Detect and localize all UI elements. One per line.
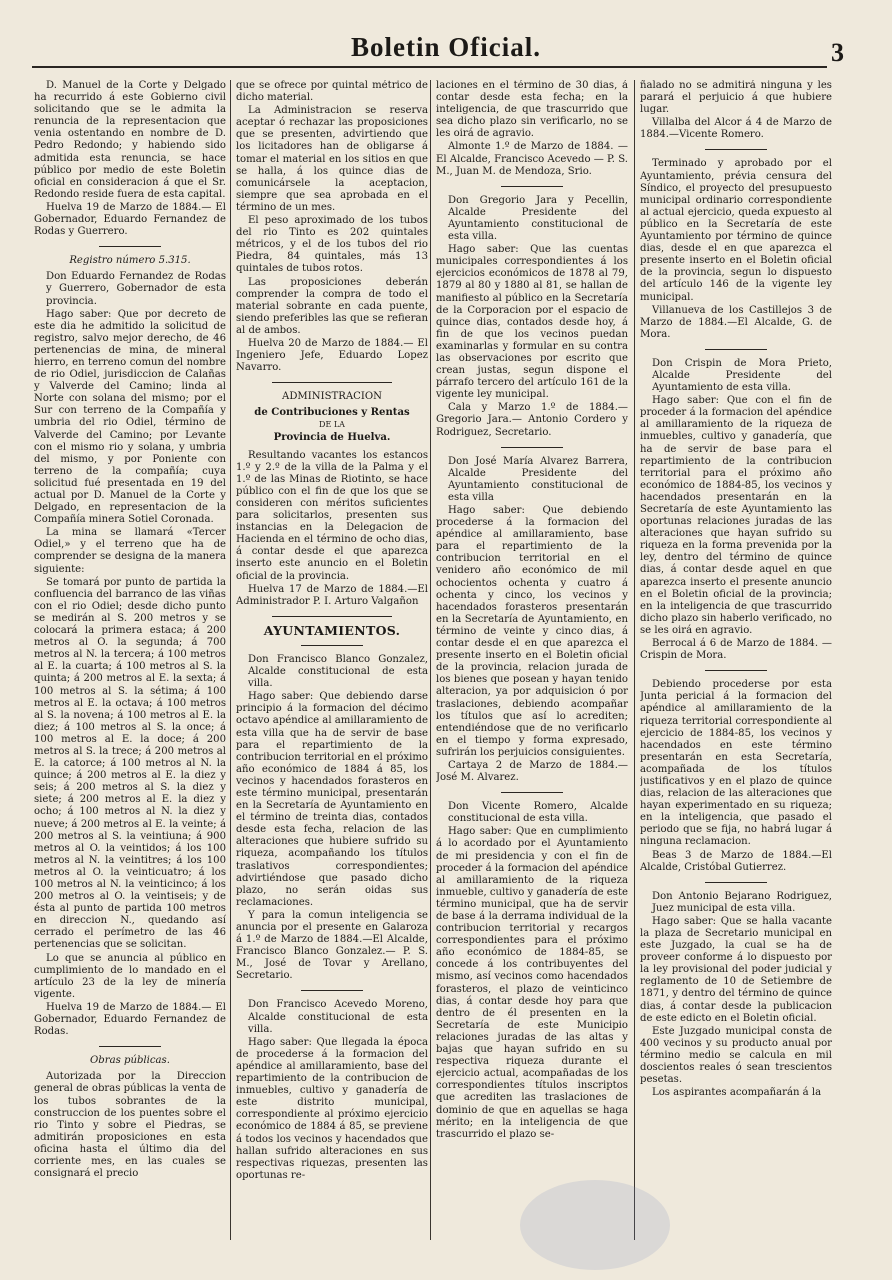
section-heading: DE LA bbox=[319, 420, 345, 430]
paragraph: Autorizada por la Direccion general de obras públicas la venta de los tubos sobrantes de la construccion de los puentes sobre el rio Tinto y sobre el Piedras, se admitirán proposiciones en esta oficina hasta el último dia del corriente mes, en las cuales se consignará el precio bbox=[34, 1071, 226, 1180]
page-number: 3 bbox=[831, 38, 844, 67]
paragraph: Terminado y aprobado por el Ayuntamiento, prévia censura del Síndico, el proyecto del presupuesto municipal ordinario correspondiente al actual ejercicio, queda expuesto al público en la Secretaría de este Ayuntamiento por término de quince dias, desde el en que aparezca el presente inserto en el Boletin oficial de la provincia, segun lo dispuesto del artículo 146 de la vigente ley municipal. bbox=[640, 158, 832, 303]
separator bbox=[501, 792, 563, 793]
paragraph: Don Eduardo Fernandez de Rodas y Guerrero, Gobernador de esta provincia. bbox=[46, 271, 226, 307]
paragraph: Cala y Marzo 1.º de 1884.—Gregorio Jara.— Antonio Cordero y Rodriguez, Secretario. bbox=[436, 402, 628, 438]
paragraph: Huelva 20 de Marzo de 1884.— El Ingeniero Jefe, Eduardo Lopez Navarro. bbox=[236, 337, 428, 374]
section-heading: ADMINISTRACION bbox=[282, 391, 382, 403]
column-1 bbox=[34, 80, 226, 1265]
paragraph: Don Vicente Romero, Alcalde constitucional de esta villa. bbox=[448, 801, 628, 825]
paragraph: Huelva 19 de Marzo de 1884.— El Gobernador, Eduardo Fernandez de Rodas y Guerrero. bbox=[34, 201, 226, 238]
paragraph: Debiendo procederse por esta Junta pericial á la formacion del apéndice al amillaramiento de la riqueza territorial correspondiente al ejercicio de 1884-85, los vecinos y hacendados en este término presentarán en esta Secretaría, acompañada de los títulos justificativos y en el plazo de quince dias, relacion de las alteraciones que hayan experimentado en su riqueza; en la inteligencia, que pasado el periodo que se fija, no habrá lugar á ninguna reclamacion. bbox=[640, 679, 832, 848]
page-title: Boletin Oficial. bbox=[351, 32, 541, 62]
separator bbox=[705, 149, 767, 150]
paragraph: Don José María Alvarez Barrera, Alcalde Presidente del Ayuntamiento constitucional de esta villa bbox=[448, 455, 628, 503]
paragraph: Don Antonio Bejarano Rodriguez, Juez municipal de esta villa. bbox=[652, 890, 832, 914]
paragraph: Hago saber: Que llegada la época de procederse á la formacion del apéndice al amillaramiento, base del repartimiento de la contribucion de inmuebles, cultivo y ganadería de este distrito municipal, correspondiente al próximo ejercicio económico de 1884 á 85, se previene á todos los vecinos y hacendados que hallan sufrido alteraciones en sus respectivas riquezas, presenten las oportunas re- bbox=[236, 1036, 428, 1181]
paragraph: Las proposiciones deberán comprender la compra de todo el material sobrante en cada puente, siendo preferibles las que se refieran al de ambos. bbox=[236, 276, 428, 336]
paragraph: El peso aproximado de los tubos del rio Tinto es 202 quintales métricos, y el de los tubos del rio Piedra, 84 quintales, más 13 quintales de tubos rotos. bbox=[236, 215, 428, 275]
column-divider bbox=[430, 80, 431, 1240]
paragraph: Huelva 19 de Marzo de 1884.— El Gobernador, Eduardo Fernandez de Rodas. bbox=[34, 1001, 226, 1038]
separator bbox=[99, 1046, 161, 1047]
paragraph: ñalado no se admitirá ninguna y les parará el perjuicio á que hubiere lugar. bbox=[640, 80, 832, 116]
section-heading: Provincia de Huelva. bbox=[273, 431, 391, 443]
paragraph: Hago saber: Que debiendo darse principio á la formacion del décimo octavo apéndice al amillaramiento de esta villa que ha de servir de base para el repartimiento de la contribucion territorial en el próximo año económico de 1884 á 85, los vecinos y hacendados forasteros en este término municipal, presentarán en la Secretaría de Ayuntamiento en el término de treinta dias, contados desde esta fecha, relacion de las alteraciones que hubiere sufrido su riqueza, acompañando los títulos traslativos correspondientes; advirtiéndose que pasado dicho plazo, no serán oidas sus reclamaciones. bbox=[236, 691, 428, 908]
section-heading: de Contribuciones y Rentas bbox=[254, 407, 410, 419]
paragraph: Hago saber: Que debiendo procederse á la formacion del apéndice al amillaramiento, base para el repartimiento de la contribucion territorial en el venidero año económico de mil ochocientos ochenta y cuatro á ochenta y cinco, los vecinos y hacendados forasteros presentarán en la Secretaría de Ayuntamiento, en término de veinte y cinco dias, á contar desde el en que aparezca el presente inserto en el Boletin oficial de la provincia, relacion jurada de los bienes que posean y hayan tenido alteracion, ya por adquisicion ó por traslaciones, debiendo acompañar los títulos que así lo acrediten; entendiéndose que de no verificarlo en el tiempo y forma expresado, sufrirán los perjuicios consiguientes. bbox=[436, 505, 628, 758]
paragraph: Hago saber: Que se halla vacante la plaza de Secretario municipal en este Juzgado, la cual se ha de proveer conforme á lo dispuesto por la ley provisional del poder judicial y reglamento de 10 de Setiembre de 1871, y dentro del término de quince dias, á contar desde la publicacion de este edicto en el Boletin oficial. bbox=[640, 915, 832, 1024]
header-rule bbox=[32, 66, 827, 68]
paragraph: Se tomará por punto de partida la confluencia del barranco de las viñas con el rio Odiel; desde dicho punto se medirán al S. 200 metros y se colocará la primera estaca; á 200 metros al O. la segunda; á 700 metros al N. la tercera; á 100 metros al E. la cuarta; á 100 metros al S. la quinta; á 200 metros al E. la sexta; á 100 metros al S. la sétima; á 100 metros al E. la octava; á 100 metros al S. la novena; á 100 metros al E. la diez; á 100 metros al S. la once; á 100 metros al E. la doce; á 200 metros al S. la trece; á 200 metros al E. la catorce; á 100 metros al N. la quince; á 200 metros al E. la diez y seis; á 200 metros al S. la diez y siete; á 200 metros al E. la diez y ocho; á 100 metros al N. la diez y nueve; á 200 metros al E. la veinte; á 200 metros al S. la veintiuna; á 900 metros al O. la veintidos; á los 100 metros al N. la veintitres; á los 100 metros al O. la veinticuatro; á los 100 metros al N. la veinticinco; á los 200 metros al O. la veintiseis; y de ésta al punto de partida 100 metros en direccion N., quedando así cerrado el perímetro de las 46 pertenencias que se solicitan. bbox=[34, 576, 226, 951]
paragraph: Don Francisco Blanco Gonzalez, Alcalde constitucional de esta villa. bbox=[248, 653, 428, 690]
separator bbox=[272, 382, 392, 383]
paragraph: Don Crispin de Mora Prieto, Alcalde Presidente del Ayuntamiento de esta villa. bbox=[652, 357, 832, 394]
separator bbox=[301, 990, 363, 991]
column-4 bbox=[640, 80, 832, 1265]
separator bbox=[501, 447, 563, 448]
paragraph: Hago saber: Que por decreto de este dia he admitido la solicitud de registro, salvo mejor derecho, de 46 pertenencias de mina, de mineral hierro, en terreno comun del nombre de rio Odiel, jurisdiccion de Calañas y Valverde del Camino; linda al Norte con solana del mismo; por el Sur con terreno de la Compañía y umbria del rio Odiel, término de Valverde del Camino; por Levante con el mismo rio y solana, y umbria del mismo, y por Poniente con terreno de la compañía; cuya solicitud fué presentada en 19 del actual por D. Manuel de la Corte y Delgado, en representacion de la Compañía minera Sotiel Coronada. bbox=[34, 308, 226, 526]
paragraph: Resultando vacantes los estancos 1.º y 2.º de la villa de la Palma y el 1.º de las Minas de Riotinto, se hace público con el fin de que los que se consideren con méritos suficientes para solicitarlos, presenten sus instancias en la Delegacion de Hacienda en el término de ocho dias, á contar desde el que aparezca inserto este anuncio en el Boletin oficial de la provincia. bbox=[236, 449, 428, 582]
paragraph: Villanueva de los Castillejos 3 de Marzo de 1884.—El Alcalde, G. de Mora. bbox=[640, 304, 832, 340]
separator bbox=[705, 349, 767, 350]
section-heading: Obras públicas. bbox=[90, 1055, 170, 1067]
paragraph: Los aspirantes acompañarán á la bbox=[652, 1087, 822, 1099]
column-3 bbox=[436, 80, 628, 1265]
paragraph: Don Francisco Acevedo Moreno, Alcalde constitucional de esta villa. bbox=[248, 999, 428, 1035]
paragraph: Villalba del Alcor á 4 de Marzo de 1884.—Vicente Romero. bbox=[640, 117, 832, 141]
separator bbox=[705, 670, 767, 671]
column-2 bbox=[236, 80, 428, 1265]
registry-heading: Registro número 5.315. bbox=[69, 255, 191, 267]
paragraph: Beas 3 de Marzo de 1884.—El Alcalde, Cristóbal Gutierrez. bbox=[640, 849, 832, 873]
column-divider bbox=[634, 80, 635, 1240]
paragraph: Hago saber: Que las cuentas municipales correspondientes á los ejercicios económicos de 1878 al 79, 1879 al 80 y 1880 al 81, se hallan de manifiesto al público en la Secretaría de la Corporacion por el espacio de quince dias, contados desde hoy, á fin de que los vecinos puedan examinarlas y formular en su contra las observaciones por escrito que crean justas, segun dispone el párrafo tercero del artículo 161 de la vigente ley municipal. bbox=[436, 244, 628, 401]
paragraph: Don Gregorio Jara y Pecellin, Alcalde Presidente del Ayuntamiento constitucional de esta villa. bbox=[448, 194, 628, 243]
separator bbox=[501, 186, 563, 187]
separator bbox=[99, 246, 161, 247]
paragraph: D. Manuel de la Corte y Delgado ha recurrido á este Gobierno civil solicitando que se le admita la renuncia de la representacion que venia ostentando en nombre de D. Pedro Redondo; y habiendo sido admitida esta renuncia, se hace público por medio de este Boletin oficial en consideracion á que el Sr. Redondo reside fuera de esta capital. bbox=[34, 80, 226, 200]
library-watermark-seal bbox=[520, 1180, 670, 1270]
paragraph: Lo que se anuncia al público en cumplimiento de lo mandado en el artículo 23 de la ley de minería vigente. bbox=[34, 952, 226, 1000]
paragraph: Hago saber: Que en cumplimiento á lo acordado por el Ayuntamiento de mi presidencia y con el fin de proceder á la formacion del apéndice al amillaramiento de la riqueza inmueble, cultivo y ganadería de este término municipal, que ha de servir de base á la derrama individual de la contribucion territorial y recargos correspondientes para el próximo año económico de 1884-85, se concede á los contribuyentes del mismo, así vecinos como hacendados forasteros, el plazo de veinticinco dias, á contar desde hoy para que dentro de él presenten en la Secretaría de este Municipio relaciones juradas de las altas y bajas que hayan sufrido en su respectiva riqueza durante el ejercicio actual, acompañadas de los correspondientes títulos inscriptos que acrediten las traslaciones de dominio de que en aquellas se haga mérito; en la inteligencia de que trascurrido el plazo se- bbox=[436, 826, 628, 1140]
paragraph: laciones en el término de 30 dias, á contar desde esta fecha; en la inteligencia, de que trascurrido que sea dicho plazo sin verificarlo, no se les oirá de agravio. bbox=[436, 80, 628, 140]
separator bbox=[705, 882, 767, 883]
separator bbox=[272, 616, 392, 617]
section-heading: AYUNTAMIENTOS. bbox=[263, 622, 401, 638]
paragraph: Huelva 17 de Marzo de 1884.—El Administrador P. I. Arturo Valgañon bbox=[236, 583, 428, 607]
separator bbox=[301, 645, 363, 646]
paragraph: La Administracion se reserva aceptar ó rechazar las proposiciones que se presenten, advirtiendo que los licitadores han de obligarse á tomar el material en los sitios en que se halla, á los quince dias de comunicársele la aceptacion, siempre que sea aprobada en el término de un mes. bbox=[236, 105, 428, 213]
paragraph: que se ofrece por quintal métrico de dicho material. bbox=[236, 80, 428, 104]
paragraph: Hago saber: Que con el fin de proceder á la formacion del apéndice al amillaramiento de la riqueza de inmuebles, cultivo y ganadería, que ha de servir de base para el repartimiento de la contribucion territorial para el próximo año económico de 1884-85, los vecinos y hacendados presentarán en la Secretaría de este Ayuntamiento las oportunas relaciones juradas de las alteraciones que hayan sufrido su riqueza en la forma prevenida por la ley, dentro del término de quince dias, á contar desde aquel en que aparezca inserto el presente anuncio en el Boletin oficial de la provincia; en la inteligencia de que trascurrido dicho plazo sin haberlo verificado, no se les oirá en agravio. bbox=[640, 395, 832, 636]
paragraph: Berrocal á 6 de Marzo de 1884. —Crispin de Mora. bbox=[640, 638, 832, 662]
paragraph: La mina se llamará «Tercer Odiel,» y el terreno que ha de comprender se designa de la manera siguiente: bbox=[34, 527, 226, 575]
paragraph: Este Juzgado municipal consta de 400 vecinos y su producto anual por término medio se calcula en mil doscientos reales ó sean trescientos pesetas. bbox=[640, 1025, 832, 1086]
column-divider bbox=[230, 80, 231, 1240]
paragraph: Cartaya 2 de Marzo de 1884.— José M. Alvarez. bbox=[436, 759, 628, 784]
paragraph: Almonte 1.º de Marzo de 1884. —El Alcalde, Francisco Acevedo — P. S. M., Juan M. de Mendoza, Srio. bbox=[436, 141, 628, 177]
paragraph: Y para la comun inteligencia se anuncia por el presente en Galaroza á 1.º de Marzo de 1884.—El Alcalde, Francisco Blanco Gonzalez.— P. S. M., José de Tovar y Arellano, Secretario. bbox=[236, 909, 428, 982]
